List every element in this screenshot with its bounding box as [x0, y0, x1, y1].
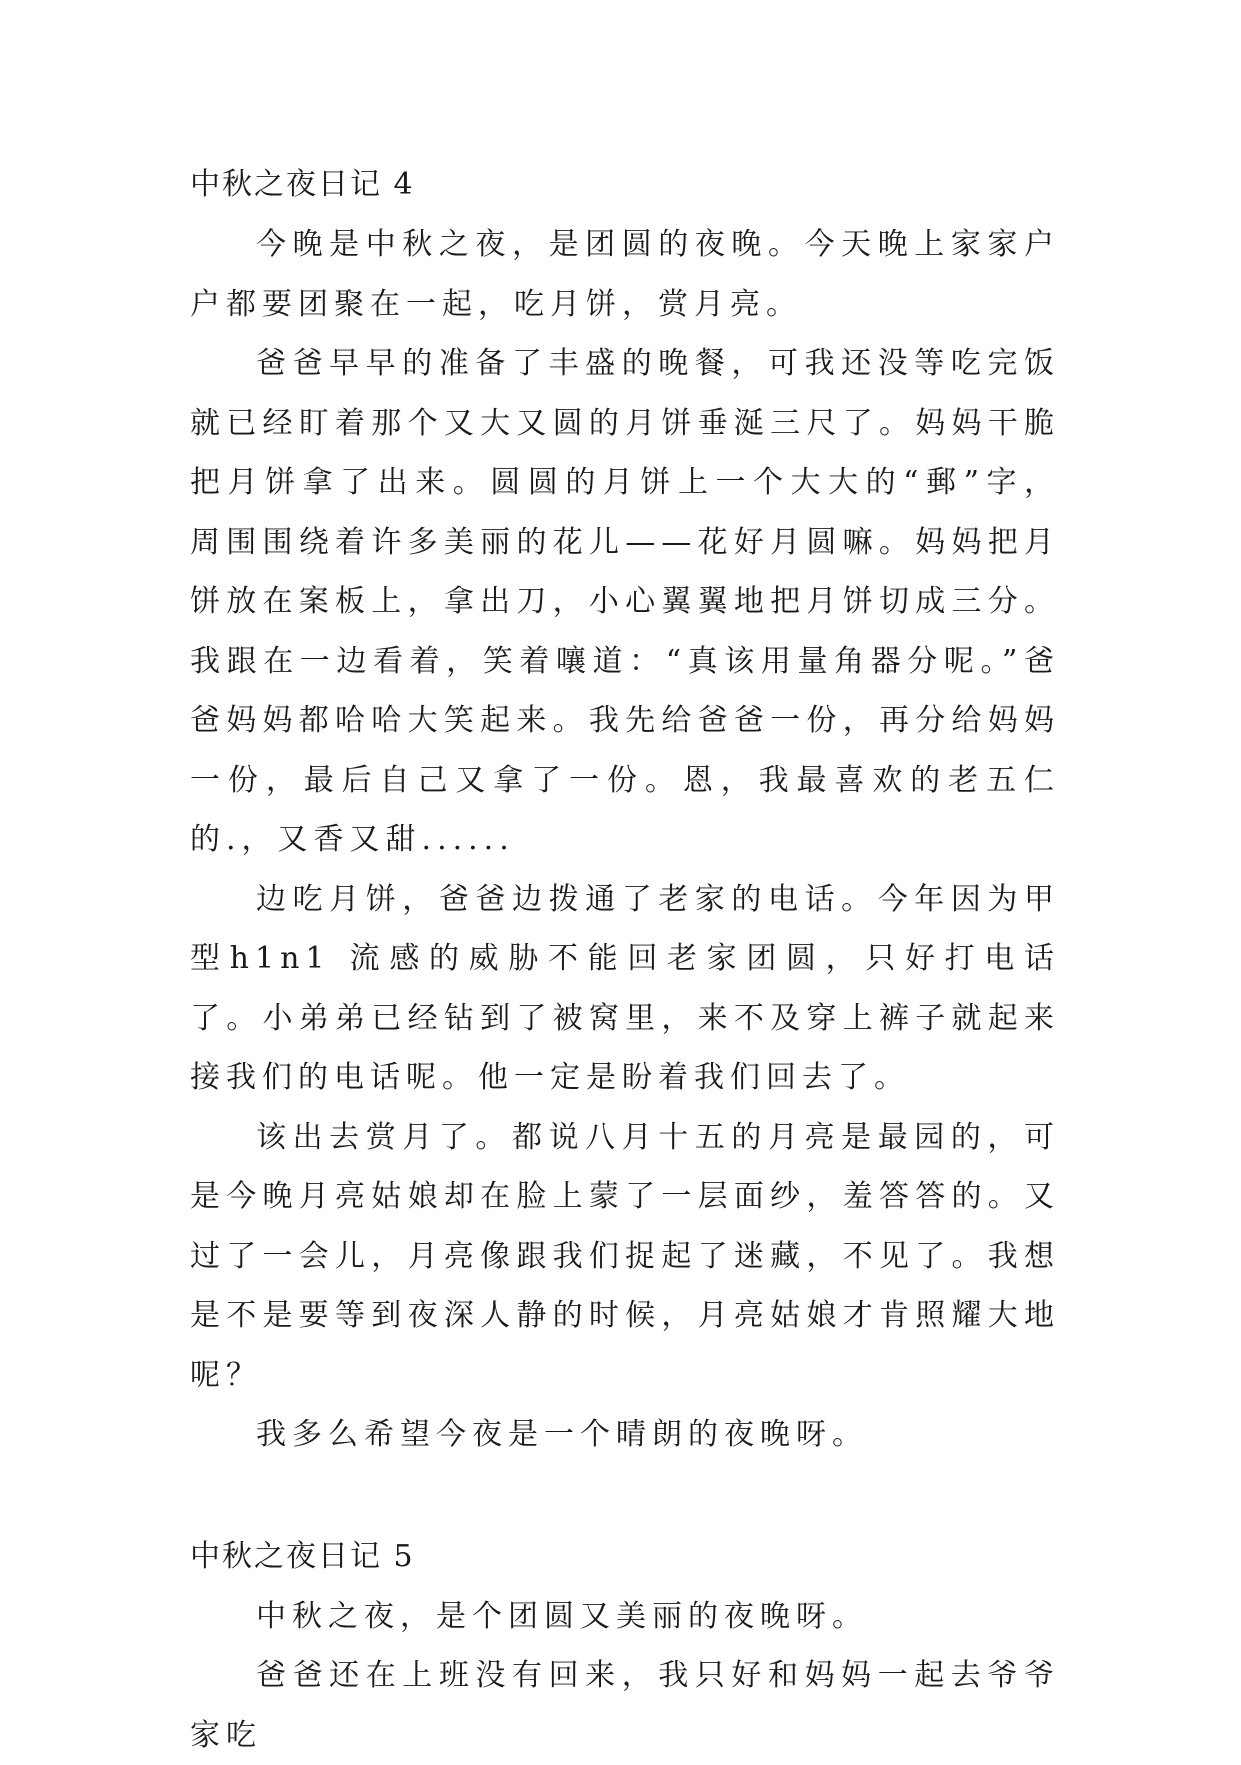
paragraph: 中秋之夜，是个团圆又美丽的夜晚呀。	[190, 1587, 1060, 1647]
document-page	[190, 155, 1060, 1765]
section-gap	[190, 1465, 1060, 1527]
diary-entry-4	[190, 155, 1060, 1465]
paragraph: 该出去赏月了。都说八月十五的月亮是最园的，可是今晚月亮姑娘却在脸上蒙了一层面纱，羞答答的。又过了一会儿，月亮像跟我们捉起了迷藏，不见了。我想是不是要等到夜深人静的时候，月亮姑娘才肯照耀大地呢？	[190, 1108, 1060, 1406]
paragraph: 爸爸早早的准备了丰盛的晚餐，可我还没等吃完饭就已经盯着那个又大又圆的月饼垂涎三尺了。妈妈干脆把月饼拿了出来。圆圆的月饼上一个大大的“郵”字，周围围绕着许多美丽的花儿——花好月圆嘛。妈妈把月饼放在案板上，拿出刀，小心翼翼地把月饼切成三分。我跟在一边看着，笑着嚷道：“真该用量角器分呢。”爸爸妈妈都哈哈大笑起来。我先给爸爸一份，再分给妈妈一份，最后自己又拿了一份。恩，我最喜欢的老五仁的.，又香又甜......	[190, 334, 1060, 870]
paragraph: 边吃月饼，爸爸边拨通了老家的电话。今年因为甲型h1n1 流感的威胁不能回老家团圆，只好打电话了。小弟弟已经钻到了被窝里，来不及穿上裤子就起来接我们的电话呢。他一定是盼着我们回去了。	[190, 870, 1060, 1108]
paragraph: 我多么希望今夜是一个晴朗的夜晚呀。	[190, 1405, 1060, 1465]
paragraph: 今晚是中秋之夜，是团圆的夜晚。今天晚上家家户户都要团聚在一起，吃月饼，赏月亮。	[190, 215, 1060, 334]
paragraph: 爸爸还在上班没有回来，我只好和妈妈一起去爷爷家吃	[190, 1646, 1060, 1765]
entry-title: 中秋之夜日记 4	[190, 155, 1060, 215]
entry-title: 中秋之夜日记 5	[190, 1527, 1060, 1587]
diary-entry-5	[190, 1527, 1060, 1765]
